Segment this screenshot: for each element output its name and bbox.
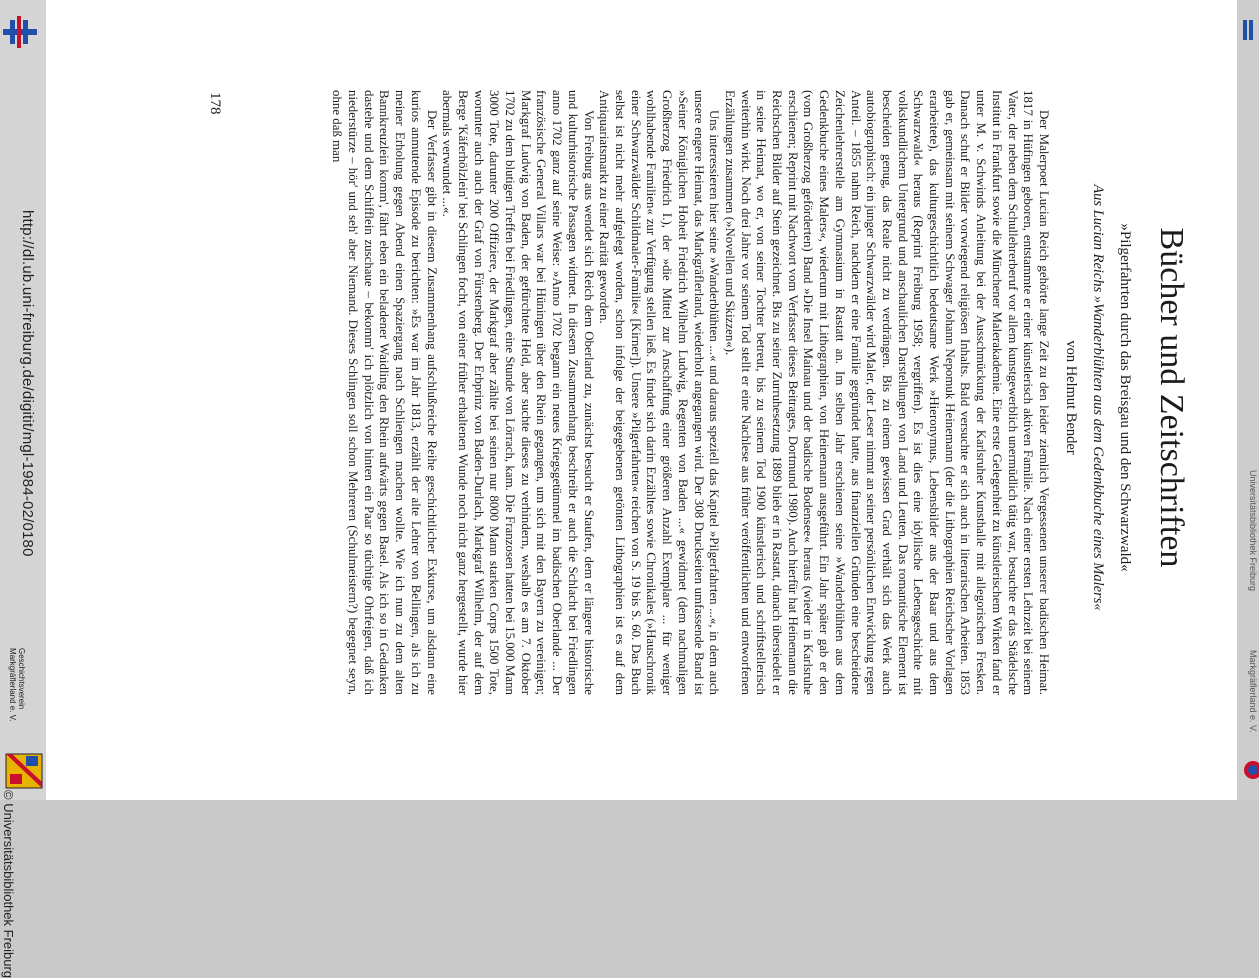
copyright-notice: © Universitätsbibliothek Freiburg [1, 790, 16, 978]
page-number: 178 [207, 92, 223, 115]
article-subline: »Pilgerfahrten durch das Breisgau und den Schwarzwald« [1117, 223, 1133, 572]
side-logo-icon [1239, 752, 1259, 788]
society-name [8, 648, 26, 722]
paragraph: Uns interessieren hier seine »Wanderblühten ...« und daraus speziell das Kapitel »Pilgerfahrten ...«, in dem auch unsere engere Heimat, das Markgräflerland, wiederholt angegangen wird. Der 308 Druckseiten umfassende Band ist »Seiner Königlichen Hoheit Friedrich Wilhelm Ludwig, Regenten von Baden ...« gewidmet (dem nachmaligen Großherzog Friedrich I.), der »die Mittel zur Anschaffung einer größeren Anzahl Exemplare ... für weniger wohlhabende Familien« zur Verfügung stellen ließ. Es findet sich darin Erzähltes sowie Chronikales (»Hauschronik einer Schwarzwälder Schildmaler-Familie« [Kirner]). Unsere »Pilgerfahrten« reichen von S. 19 bis S. 60. Das Buch selbst ist nicht mehr aufgelegt worden, schon infolge der beigegebenen getönten Lithographien ist es auf dem Antiquariatsmarkt zu einer Rarität geworden. [597, 90, 722, 695]
society-name-line1: Geschichtsverein [17, 648, 26, 710]
book-page [191, 90, 1191, 705]
article-body [246, 90, 1051, 695]
paragraph: Der Verfasser gibt in diesem Zusammenhang aufschlußreiche Reihe geschichtlicher Exkurse, um alsdann eine kurios anmutende Episode zu berichten: »Es war im Jahr 1813, erzählt der alte Lehrer von Bellingen, als ich zu meiner Erholung gegen Abend einen Spaziergang nach Schliengen machen wollte. Wie ich nun zu dem alten Bannkreuzlein komm', fährt eben ein beladener Waidling den Rhein aufwärts gegen Basel. Als ich so in Gedanken dastehe und dem Schifflein zuschaue – bekomm' ich plötzlich von hinten ein Paar so tüchtige Ohrfeigen, daß ich niederstürze – hör' und seh' aber Niemand. Dieses Schlingen soll schon Mehreren (Schulmeistern?) begegnet seyn, ohne daß man [330, 90, 439, 695]
scanned-page [46, 0, 1237, 800]
society-name-line2: Markgräflerland e. V. [8, 648, 17, 722]
article-author: von Helmut Bender [1063, 340, 1079, 455]
viewer-right-strip [1237, 0, 1259, 800]
article-subtitle: Aus Lucian Reichs »Wanderblühten aus dem Gedenkbuche eines Malers« [1090, 184, 1106, 611]
ub-logo-icon [1241, 18, 1255, 42]
side-label-top: Universitätsbibliothek Freiburg [1248, 470, 1258, 592]
paragraph: Der Malerpoet Lucian Reich gehörte lange Zeit zu den leider ziemlich Vergessenen unserer badischen Heimat. 1817 in Hüfingen geboren, entstammte er einer künstlerisch aktiven Familie. Nach einer ersten Lehrzeit bei seinem Vater, der neben dem Schullehrerberuf vor allem kunstgewerblich unermüdlich tätig war, besuchte er das Städelsche Institut in Frankfurt sowie die Münchener Malerakademie. Eine erste Gelegenheit zu künstlerischem Wirken fand er unter M. v. Schwinds Anleitung bei der Ausschmückung der Karlsruher Kunsthalle mit allegorischen Fresken. Danach schuf er Bilder vorwiegend religiösen Inhalts. Bald versuchte er sich auch in literarischen Arbeiten. 1853 gab er, gemeinsam mit seinem Schwager Johann Nepomuk Heinemann (der die Lithographien Reichscher Vorlagen erarbeitete), das kulturgeschichtlich bedeutsame Werk »Hieronymus, Lebensbilder aus der Baar und aus dem Schwarzwald« heraus (Reprint Freiburg 1958; vergriffen). Es ist dies eine idyllische Lebensgeschichte mit volkskundlichem Untergrund und anschaulichen Darstellungen von Land und Leuten. Das romantische Element ist bescheiden genug, das Reale nicht zu verdrängen. Bis zu einem gewissen Grad verhält sich das Werk auch autobiographisch: ein junger Schwarzwälder wird Maler, der Leser nimmt an seiner persönlichen Entwicklung regen Anteil. – 1855 nahm Reich, nachdem er eine Familie gegründet hatte, aus finanziellen Gründen eine bescheidene Zeichenlehrerstelle am Gymnasium in Rastatt an. Im selben Jahr erschienen seine »Wanderblühten aus dem Gedenkbuche eines Malers«, wiederum mit Lithographien, von Heinemann ausgeführt. Ein Jahr später gab er den (vom Großherzog geförderten) Band »Die Insel Mainau und der badische Bodensee« heraus (wieder in Karlsruhe erschienen; Reprint mit Nachwort vom Verfasser dieses Beitrages, Dortmund 1980). Auch hierfür hat Heinemann die Reichschen Bilder auf Stein gezeichnet. Bis zu seiner Zurruhesetzung 1889 blieb er in Rastatt, danach übersiedelt er in seine Heimat, wo er, von seiner Tochter betreut, bis zu seinem Tod 1900 künstlerisch und schriftstellerisch weiterhin wirkt. Noch drei Jahre vor seinem Tod stellt er eine Nachlese aus früher veröffentlichten und entworfenen Erzählungen zusammen (»Novellen und Skizzen«). [722, 90, 1051, 695]
crest-icon [4, 752, 44, 790]
ub-logo-icon [3, 16, 37, 48]
page-heading: Bücher und Zeitschriften [1153, 227, 1190, 568]
viewer-left-strip [0, 0, 46, 978]
source-url[interactable]: http://dl.ub.uni-freiburg.de/digitit/mgl-1984-02/0180 [19, 210, 36, 557]
side-label-bottom: Markgräflerland e. V. [1248, 650, 1258, 733]
paragraph: Von Freiburg aus wendet sich Reich dem Oberland zu, zunächst besucht er Staufen, dem er längere historische und kulturhistorische Passagen widmet. In diesem Zusammenhang beschreibt er auch die Schlacht bei Friedlingen anno 1702 ganz auf seine Weise: »Anno 1702 begann ein neues Kriegsgetümmel im badischen Oberlande ... Der französische General Villars war bei Hüningen über den Rhein gegangen, um sich mit den Bayern zu vereinigen; Markgraf Ludwig von Baden, der gefürchtete Held, aber suchte dieses zu verhindern, weshalb es am 7. Oktober 1702 zu dem blutigen Treffen bei Friedlingen, eine Stunde von Lörrach, kam. Die Franzosen hatten bei 15.000 Mann 3000 Tote, darunter 200 Offiziere, der Markgraf aber zählte bei seinen nur 8000 Mann starken Corps 1500 Tote, worunter auch auch der Graf von Fürstenberg. Der Erbprinz von Baden-Durlach, Markgraf Wilhelm, der auf dem Berge 'Käferhölzlein' bei Schlingen focht, von einer früher erhaltenen Wunde noch nicht ganz hergestellt, wurde hier abermals verwundet ...«. [440, 90, 596, 695]
